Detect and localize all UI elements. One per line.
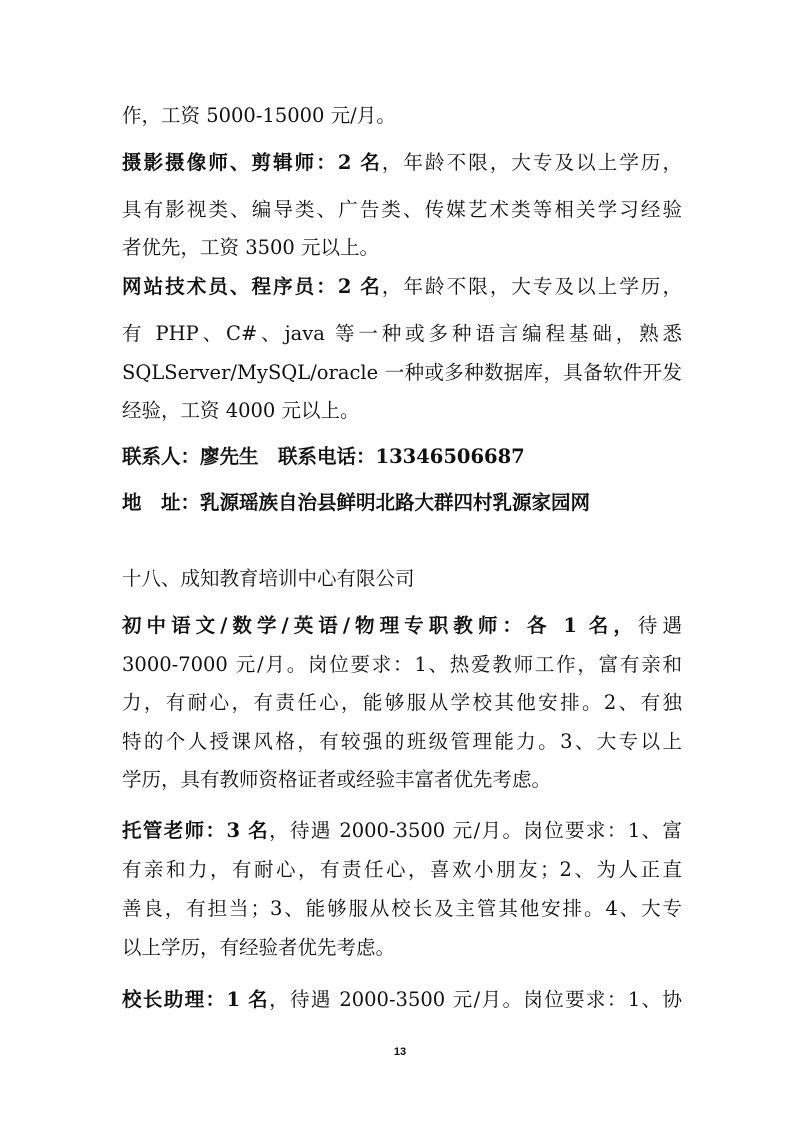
page-number: 13 [393,1046,407,1058]
text-line [122,652,682,678]
body-text: 3000-7000 元/月。岗位要求：1、热爱教师工作，富有亲和 [122,653,682,676]
text-line [122,321,682,347]
body-text: 待遇 [637,614,682,637]
text-line [122,235,682,261]
bold-text: 联系人：廖先生 联系电话：13346506687 [122,445,525,468]
bold-text: 摄影摄像师、剪辑师：2 名 [122,151,382,174]
body-text: 者优先，工资 3500 元以上。 [122,236,380,259]
text-line [122,490,682,516]
text-line [122,857,682,883]
bold-text: 校长助理：1 名 [122,988,270,1011]
text-line [122,935,682,961]
text-line [122,690,682,716]
text-line [122,150,682,176]
body-text: SQLServer/MySQL/oracle 一种或多种数据库，具备软件开发 [122,361,682,384]
body-text: 学历，具有教师资格证者或经验丰富者优先考虑。 [122,768,552,791]
bold-text: 地 址：乳源瑶族自治县鲜明北路大群四村乳源家园网 [122,491,591,514]
bold-text: 托管老师：3 名 [122,819,270,842]
body-text: 以上学历，有经验者优先考虑。 [122,936,396,959]
text-line [122,444,682,470]
text-line [122,818,682,844]
body-text: ，待遇 2000-3500 元/月。岗位要求：1、富 [269,819,682,842]
text-line [122,274,682,300]
body-text: 善良，有担当；3、能够服从校长及主管其他安排。4、大专 [122,897,682,920]
body-text: ，年龄不限，大专及以上学历， [381,151,682,174]
section-heading [122,566,682,592]
body-text: 有亲和力，有耐心，有责任心，喜欢小朋友；2、为人正直 [122,858,682,881]
text-line [122,729,682,755]
bold-text: 初中语文/数学/英语/物理专职教师：各 1 名， [122,614,638,637]
body-text: 十八、成知教育培训中心有限公司 [122,567,415,590]
text-line [122,398,682,424]
text-line [122,197,682,223]
body-text: 作，工资 5000-15000 元/月。 [122,104,396,127]
text-line [122,360,682,386]
body-text: 经验，工资 4000 元以上。 [122,399,360,422]
body-text: 具有影视类、编导类、广告类、传媒艺术类等相关学习经验 [122,198,682,221]
body-text: 力，有耐心，有责任心，能够服从学校其他安排。2、有独 [122,691,682,714]
text-line [122,103,682,129]
body-text: ，年龄不限，大专及以上学历， [381,275,682,298]
text-line [122,767,682,793]
body-text: ，待遇 2000-3500 元/月。岗位要求：1、协 [269,988,682,1011]
text-line [122,987,682,1013]
text-line [122,613,682,639]
body-text: 有 PHP、C#、java 等一种或多种语言编程基础，熟悉 [122,322,682,345]
bold-text: 网站技术员、程序员：2 名 [122,275,382,298]
text-line [122,896,682,922]
body-text: 特的个人授课风格，有较强的班级管理能力。3、大专以上 [122,730,682,753]
